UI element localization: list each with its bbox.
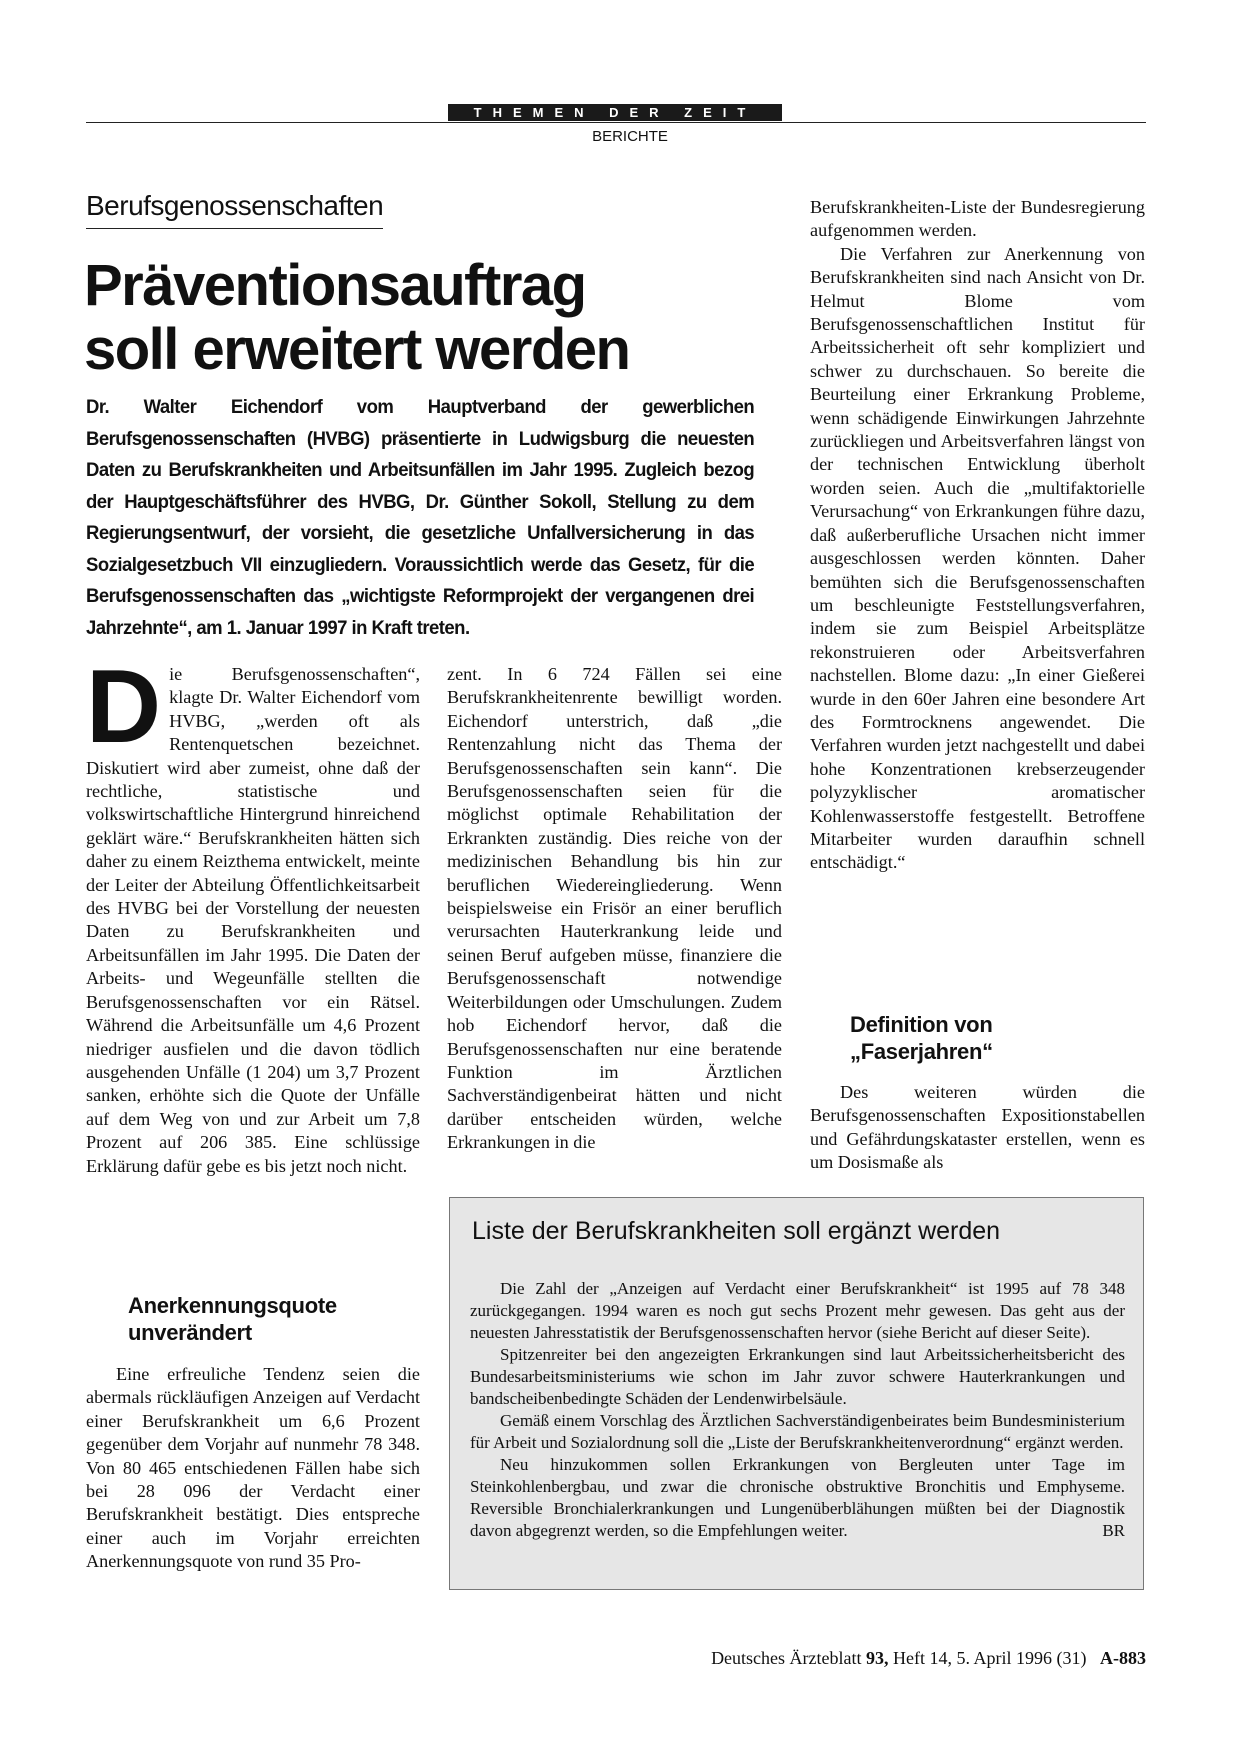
info-box-para-3: Gemäß einem Vorschlag des Ärztlichen Sachverständigenbeirates beim Bundesministerium für Arbeit und Sozialordnung soll die „Liste der Berufskrankheitenverordnung“ ergänzt werden. xyxy=(470,1411,1125,1452)
info-box-title: Liste der Berufskrankheiten soll ergänzt werden xyxy=(472,1217,1001,1245)
info-box-signature: BR xyxy=(1102,1521,1125,1540)
subsection-label: BERICHTE xyxy=(592,128,668,145)
column-3-para-2: Die Verfahren zur Anerkennung von Berufskrankheiten sind nach Ansicht von Dr. Helmut Blome vom Berufsgenossenschaftlichen Institut für Arbeitssicherheit oft sehr kompliziert und schwer zu durchschauen. So bereite die Beurteilung einer Erkrankung Probleme, wenn schädigende Einwirkungen Jahrzehnte zurückliegen und Arbeitsverfahren längst von der technischen Entwicklung überholt worden seien. Auch die „multifaktorielle Verursachung“ von Erkrankungen führe dazu, daß außerberufliche Ursachen nicht immer ausgeschlossen werden könnten. Daher bemühten sich die Berufsgenossenschaften um beschleunigte Feststellungsverfahren, indem sie zum Beispiel Arbeitsplätze rekonstruieren oder Arbeitsverfahren nachstellen. Blome dazu: „In einer Gießerei wurde in den 60er Jahren eine besondere Art des Formtrocknens angewendet. Die Verfahren wurden jetzt nachgestellt und dabei hohe Konzentrationen krebserzeugender polyzyklischer aromatischer Kohlenwasserstoffe festgestellt. Betroffene Mitarbeiter wurden daraufhin schnell entschädigt.“ xyxy=(810,243,1145,873)
info-box-para-4-text: Neu hinzukommen sollen Erkrankungen von Bergleuten unter Tage im Steinkohlenbergbau, und zwar die chronische obstruktive Bronchitis und Emphyseme. Reversible Bronchialerkrankungen und Lungenüberblähungen müßten bei der Diagnostik davon abgegrenzt werden, so die Empfehlungen weiter. xyxy=(470,1455,1125,1540)
column-3 xyxy=(810,196,1145,875)
article-headline xyxy=(84,254,764,382)
headline-line-2: soll erweitert werden xyxy=(84,317,630,382)
column-1-continued xyxy=(86,1363,420,1574)
subheading-1: Anerkennungsquote unverändert xyxy=(128,1293,337,1345)
headline-line-1: Präventionsauftrag xyxy=(84,253,586,318)
info-box-text xyxy=(470,1278,1125,1542)
article-lead: Dr. Walter Eichendorf vom Hauptverband der gewerblichen Berufsgenossenschaften (HVBG) präsentierte in Ludwigsburg die neuesten Daten zu Berufskrankheiten und Arbeitsunfällen im Jahr 1995. Zugleich bezog der Hauptgeschäftsführer des HVBG, Dr. Günther Sokoll, Stellung zu dem Regierungsentwurf, der vorsieht, die gesetzliche Unfallversicherung in das Sozialgesetzbuch VII einzugliedern. Voraussichtlich werde das Gesetz, für die Berufsgenossenschaften das „wichtigste Reformprojekt der vergangenen drei Jahrzehnte“, am 1. Januar 1997 in Kraft treten. xyxy=(86,397,755,639)
page-footer xyxy=(560,1648,1146,1669)
footer-volume: 93, xyxy=(866,1648,889,1668)
info-box-para-2: Spitzenreiter bei den angezeigten Erkrankungen sind laut Arbeitssicherheitsbericht des Bundesarbeitsministeriums wie schon im Jahr zuvor schwere Hauterkrankungen und bandscheibenbedingte Schäden der Lendenwirbelsäule. xyxy=(470,1345,1125,1408)
drop-cap: D xyxy=(86,649,162,765)
column-3-text-2: Des weiteren würden die Berufsgenossenschaften Expositionstabellen und Gefährdungskataster erstellen, wenn es um Dosismaße als xyxy=(810,1082,1145,1173)
footer-journal: Deutsches Ärzteblatt xyxy=(711,1648,862,1668)
info-box-para-4 xyxy=(470,1454,1125,1542)
footer-page-number: A-883 xyxy=(1100,1648,1146,1668)
subheading-2: Definition von „Faserjahren“ xyxy=(850,1012,993,1064)
column-3-continued xyxy=(810,1081,1145,1175)
column-2-text: zent. In 6 724 Fällen sei eine Berufskrankheitenrente bewilligt worden. Eichendorf unterstrich, daß „die Rentenzahlung nicht das Thema der Berufsgenossenschaften sein kann“. Die Berufsgenossenschaften seien für die möglichst optimale Rehabilitation der Erkrankten zuständig. Dies reiche von der medizinischen Behandlung bis hin zur beruflichen Wiedereingliederung. Wenn beispielsweise ein Frisör an einer beruflich verursachten Hauterkrankung leide und seinen Beruf aufgeben müsse, finanziere die Berufsgenossenschaft notwendige Weiterbildungen oder Umschulungen. Zudem hob Eichendorf hervor, daß die Berufsgenossenschaften nur eine beratende Funktion im Ärztlichen Sachverständigenbeirat hätten und nicht darüber entscheiden würden, welche Erkrankungen in die xyxy=(447,664,782,1153)
header-rule xyxy=(86,122,1146,123)
column-1-text-2: Eine erfreuliche Tendenz seien die abermals rückläufigen Anzeigen auf Verdacht einer Berufskrankheit um 6,6 Prozent gegenüber dem Vorjahr auf nunmehr 78 348. Von 80 465 entschiedenen Fällen habe sich bei 28 096 der Verdacht einer Berufskrankheit bestätigt. Dies entspreche einer auch im Vorjahr erreichten Anerkennungsquote von rund 35 Pro- xyxy=(86,1364,420,1572)
column-3-para-1: Berufskrankheiten-Liste der Bundesregierung aufgenommen werden. xyxy=(810,197,1145,241)
column-1-text: ie Berufsgenossenschaften“, klagte Dr. Walter Eichendorf vom HVBG, „werden oft als Rentenquetschen bezeichnet. Diskutiert wird aber zumeist, ohne daß der rechtliche, statistische und volkswirtschaftliche Hintergrund hinreichend geklärt wäre.“ Berufskrankheiten hätten sich daher zu einem Reizthema entwickelt, meinte der Leiter der Abteilung Öffentlichkeitsarbeit des HVBG bei der Vorstellung der neuesten Daten zu Berufskrankheiten und Arbeitsunfällen im Jahr 1995. Die Daten der Arbeits- und Wegeunfälle stellten die Berufsgenossenschaften vor ein Rätsel. Während die Arbeitsunfälle um 4,6 Prozent niedriger ausfielen und die davon tödlich ausgehenden Unfälle (1 204) um 3,7 Prozent sanken, erhöhte sich die Quote der Unfälle auf dem Weg von und zur Arbeit um 7,8 Prozent auf 206 385. Eine schlüssige Erklärung dafür gebe es bis jetzt noch nicht. xyxy=(86,664,420,1176)
column-1 xyxy=(86,649,420,1178)
article-kicker: Berufsgenossenschaften xyxy=(86,188,383,229)
footer-issue: Heft 14, 5. April 1996 (31) xyxy=(893,1648,1087,1668)
section-banner: THEMEN DER ZEIT xyxy=(448,104,782,121)
column-2 xyxy=(447,663,782,1155)
info-box-para-1: Die Zahl der „Anzeigen auf Verdacht einer Berufskrankheit“ ist 1995 auf 78 348 zurückgegangen. 1994 waren es noch gut sechs Prozent mehr gewesen. Das geht aus der neuesten Jahresstatistik der Berufsgenossenschaften hervor (siehe Bericht auf dieser Seite). xyxy=(470,1279,1125,1342)
